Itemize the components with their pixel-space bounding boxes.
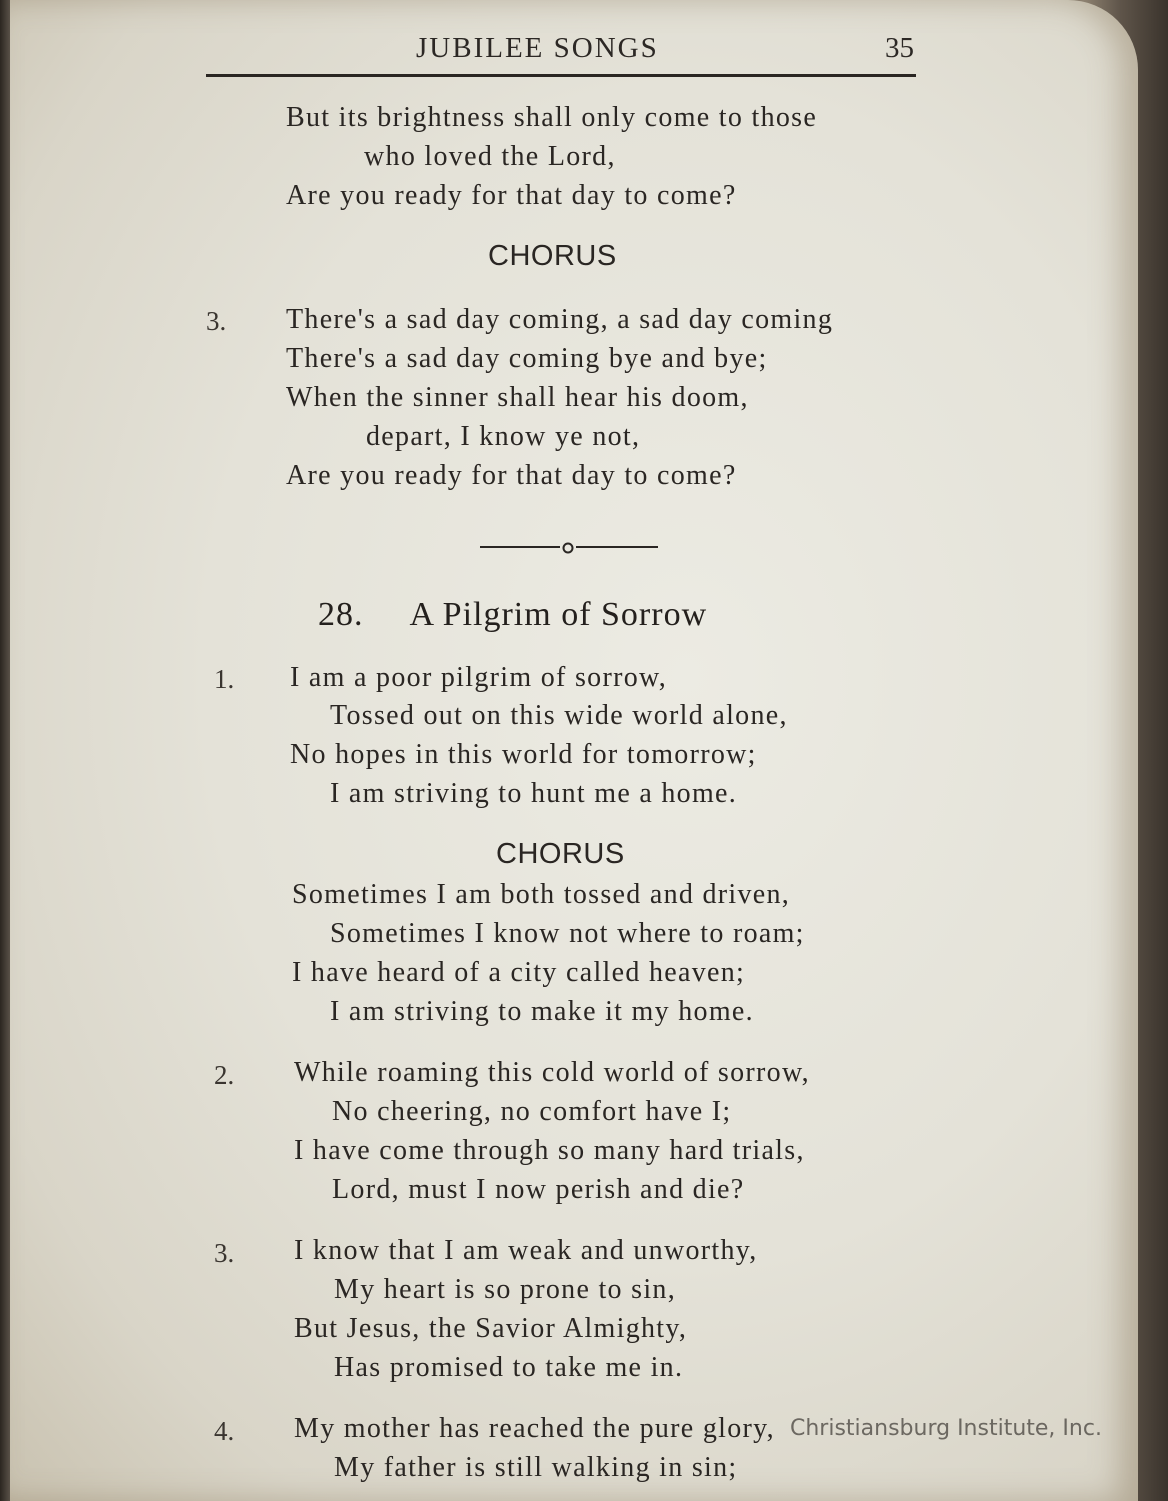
hymnal-page — [10, 0, 1138, 1501]
verse-number: 2. — [214, 1060, 235, 1090]
verse-line: Are you ready for that day to come? — [286, 180, 737, 211]
chorus-line: Sometimes I know not where to roam; — [330, 918, 805, 949]
watermark: Christiansburg Institute, Inc. — [790, 1416, 1102, 1441]
song-number: 28. — [318, 596, 364, 633]
verse-line: There's a sad day coming bye and bye; — [286, 343, 768, 374]
verse-line: There's a sad day coming, a sad day coming — [286, 304, 834, 335]
chorus-line: I am striving to make it my home. — [330, 996, 754, 1027]
verse-line: But its brightness shall only come to those — [286, 102, 818, 133]
verse-line: I have come through so many hard trials, — [294, 1135, 805, 1166]
chorus-label: CHORUS — [496, 838, 625, 870]
verse-line: But Jesus, the Savior Almighty, — [294, 1313, 688, 1344]
verse-line: Has promised to take me in. — [334, 1352, 684, 1383]
verse-line: No hopes in this world for tomorrow; — [290, 739, 757, 770]
verse-line: When the sinner shall hear his doom, — [286, 382, 749, 413]
chorus-line: Sometimes I am both tossed and driven, — [292, 879, 791, 910]
verse-number: 3. — [214, 1238, 235, 1268]
chorus-label: CHORUS — [488, 240, 617, 272]
header-title: JUBILEE SONGS — [416, 32, 659, 64]
verse-line: depart, I know ye not, — [366, 421, 641, 452]
chorus-line: I have heard of a city called heaven; — [292, 957, 746, 988]
verse-line: Are you ready for that day to come? — [286, 460, 737, 491]
verse-line: Lord, must I now perish and die? — [332, 1174, 745, 1205]
song-title-text: A Pilgrim of Sorrow — [409, 596, 708, 633]
verse-line: While roaming this cold world of sorrow, — [294, 1057, 810, 1088]
verse-line: My heart is so prone to sin, — [334, 1274, 677, 1305]
page-number: 35 — [885, 32, 914, 64]
verse-line: I am a poor pilgrim of sorrow, — [290, 662, 667, 693]
verse-line: My father is still walking in sin; — [334, 1452, 738, 1483]
verse-line: Tossed out on this wide world alone, — [330, 700, 788, 731]
verse-line: No cheering, no comfort have I; — [332, 1096, 732, 1127]
verse-line: I am striving to hunt me a home. — [330, 778, 738, 809]
verse-line: I know that I am weak and unworthy, — [294, 1235, 758, 1266]
verse-line: My mother has reached the pure glory, — [294, 1413, 775, 1444]
verse-number: 1. — [214, 664, 235, 694]
running-header — [206, 28, 916, 77]
song-title — [318, 596, 707, 634]
verse-number: 3. — [206, 306, 227, 336]
verse-line: who loved the Lord, — [364, 141, 616, 172]
verse-number: 4. — [214, 1416, 235, 1446]
section-divider — [480, 536, 670, 558]
